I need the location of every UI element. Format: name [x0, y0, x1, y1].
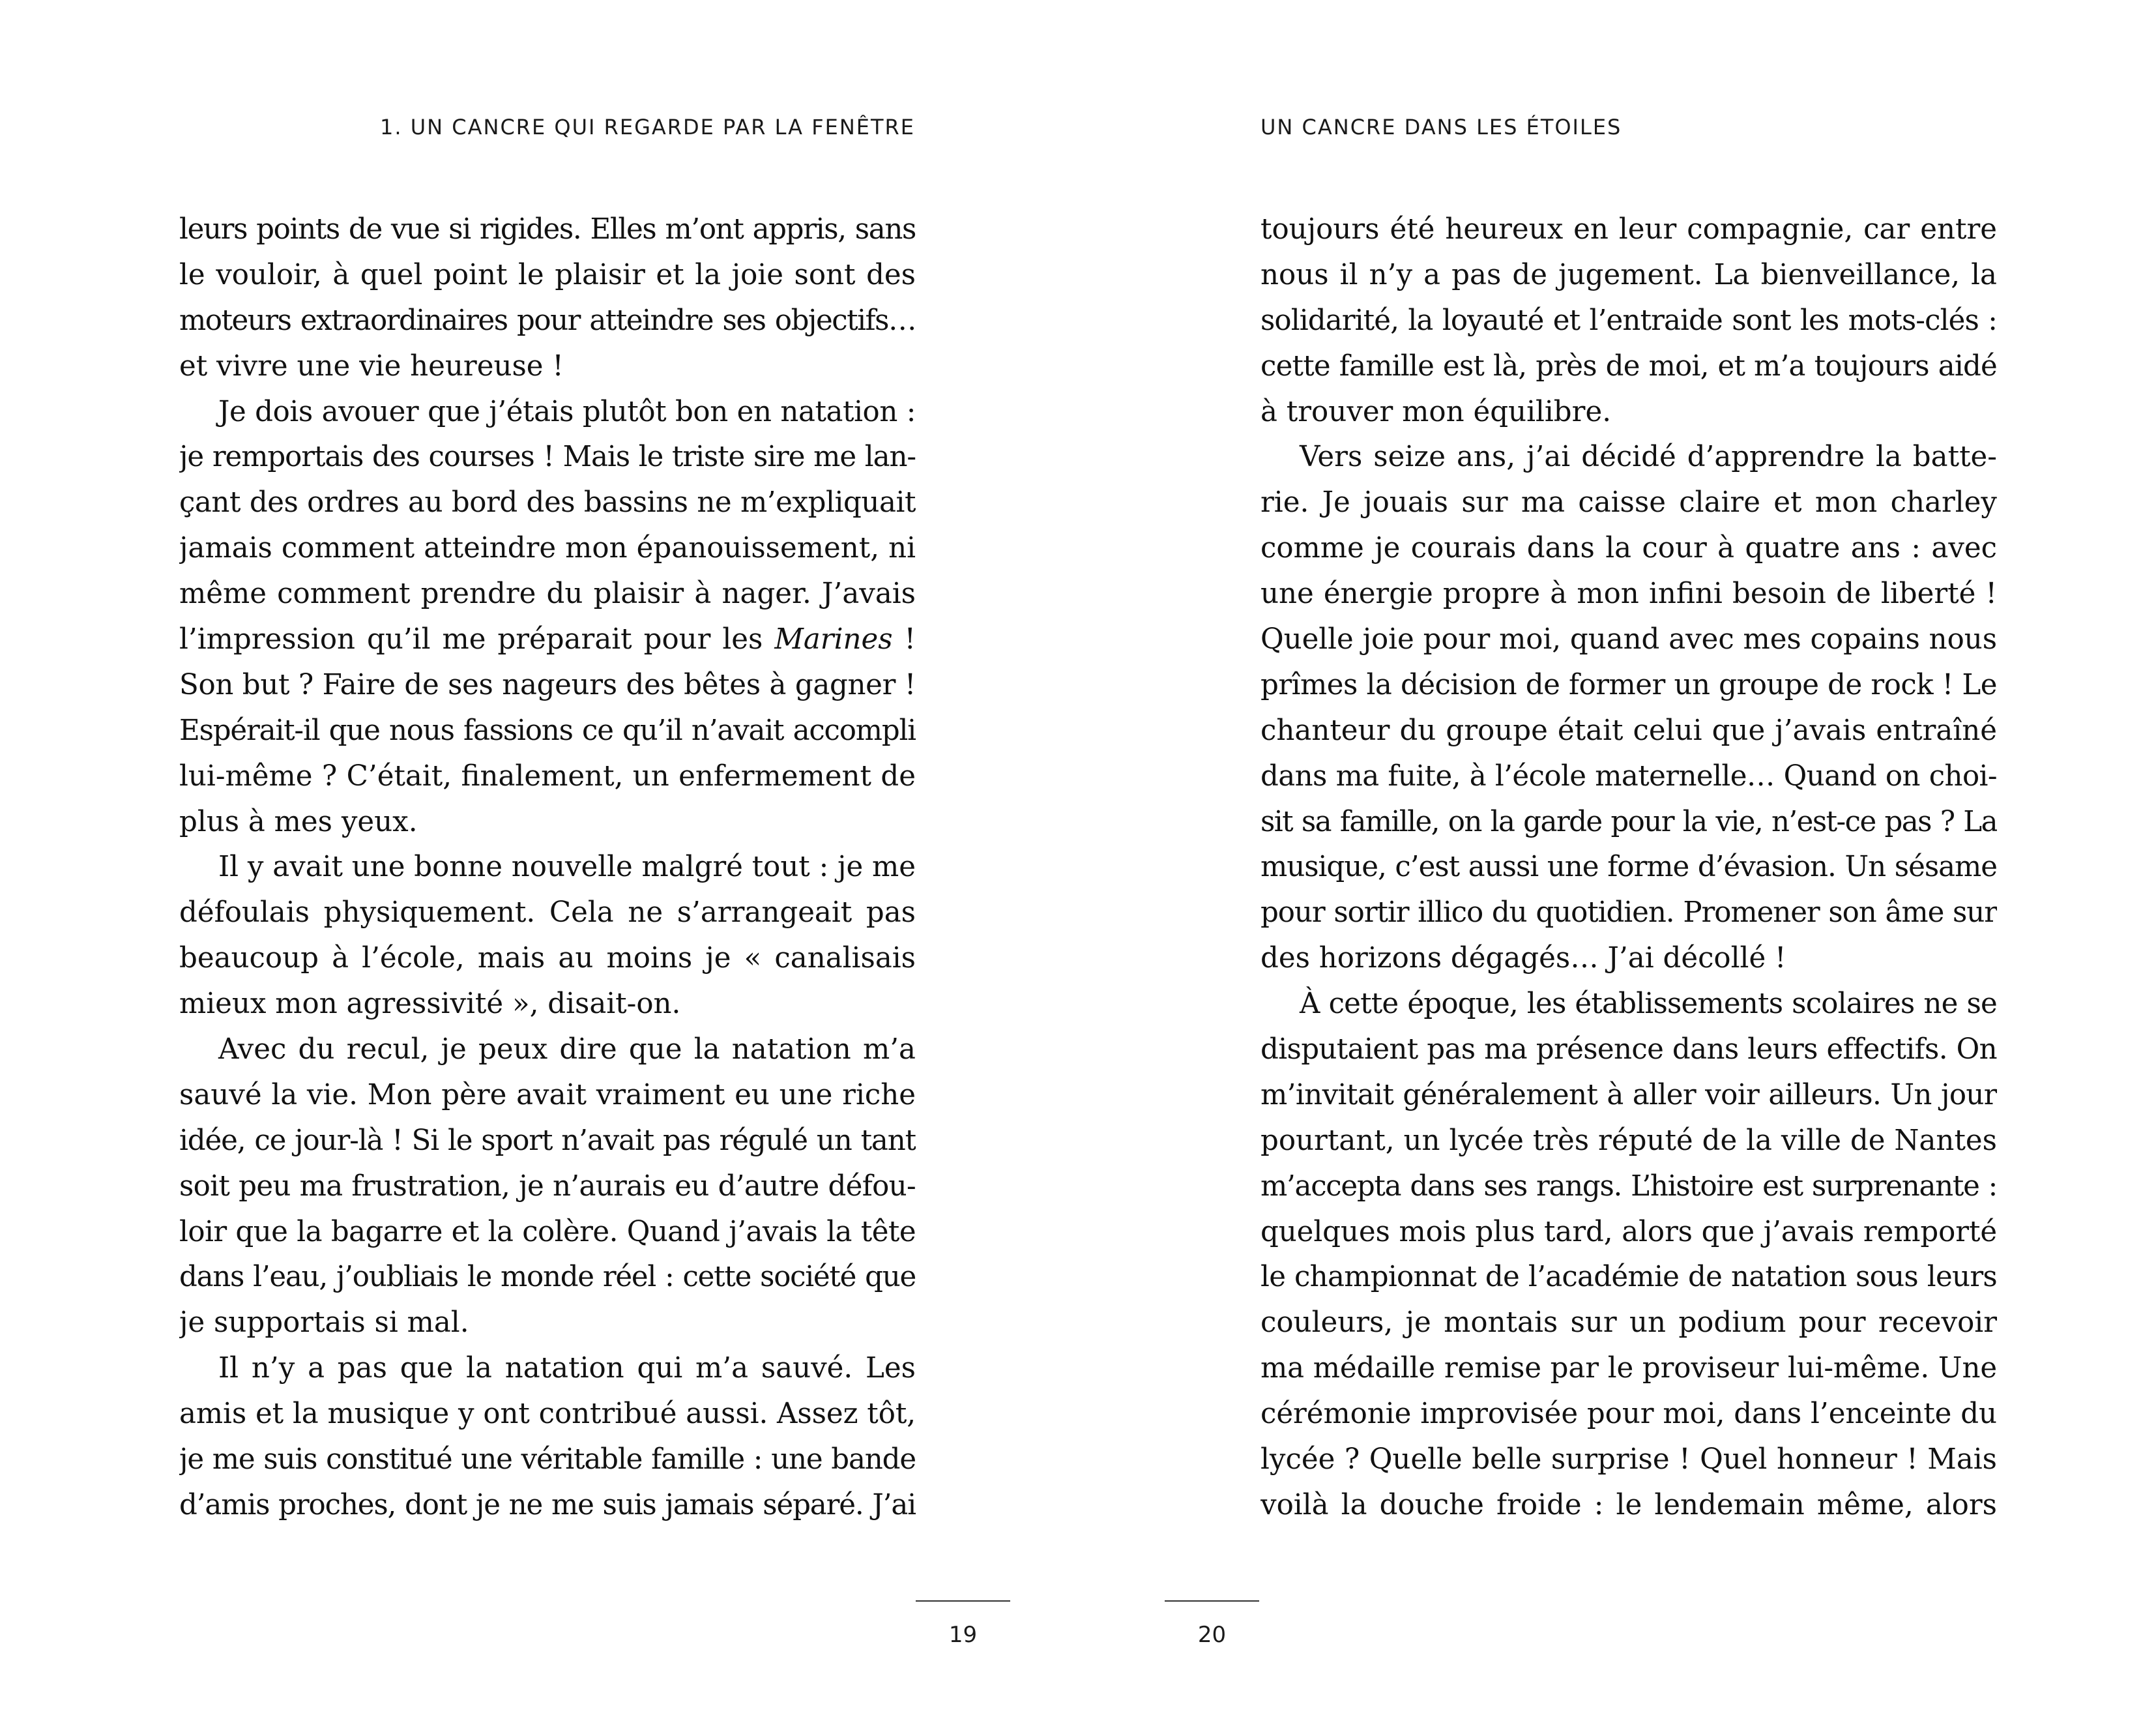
text-line: Son but ? Faire de ses nageurs des bêtes à gagner ! — [179, 668, 916, 701]
text-line: idée, ce jour-là ! Si le sport n’avait pas régulé un tant — [179, 1124, 916, 1157]
text-line: dans l’eau, j’oubliais le monde réel : cette société que — [179, 1261, 916, 1294]
text-line: même comment prendre du plaisir à nager. J’avais — [179, 578, 916, 611]
text-line: défoulais physiquement. Cela ne s’arrangeait pas — [179, 896, 916, 930]
text-line: mieux mon agressivité », disait-on. — [179, 988, 681, 1021]
page-number: 20 — [1197, 1622, 1227, 1648]
folio-rule — [1165, 1600, 1259, 1602]
text-line: loir que la bagarre et la colère. Quand j’avais la tête — [179, 1215, 916, 1248]
text-line: m’accepta dans ses rangs. L’histoire est surprenante : — [1260, 1169, 1997, 1203]
text-line: quelques mois plus tard, alors que j’avais remporté — [1260, 1215, 1997, 1248]
folio-rule — [916, 1600, 1010, 1602]
text-line: çant des ordres au bord des bassins ne m’expliquait — [179, 486, 916, 520]
text-line: prîmes la décision de former un groupe de rock ! Le — [1260, 668, 1997, 701]
text-line: une énergie propre à mon infini besoin de liberté ! — [1260, 578, 1997, 611]
text-line: lycée ? Quelle belle surprise ! Quel honneur ! Mais — [1260, 1443, 1997, 1476]
text-segment: ! — [892, 623, 916, 656]
right-page — [1078, 0, 2156, 1732]
text-line: je supportais si mal. — [179, 1306, 469, 1340]
text-line: dans ma fuite, à l’école maternelle… Quand on choi- — [1260, 759, 1997, 793]
text-line: à trouver mon équilibre. — [1260, 395, 1612, 428]
text-line: sauvé la vie. Mon père avait vraiment eu une riche — [179, 1078, 916, 1111]
text-line: Espérait-il que nous fassions ce qu’il n’avait accompli — [179, 714, 916, 747]
text-line: m’invitait généralement à aller voir ailleurs. Un jour — [1260, 1078, 1997, 1111]
page-number: 19 — [948, 1622, 978, 1648]
text-line: comme je courais dans la cour à quatre ans : avec — [1260, 532, 1997, 565]
text-line: Il y avait une bonne nouvelle malgré tout : je me — [218, 851, 916, 884]
text-line: musique, c’est aussi une forme d’évasion. Un sésame — [1260, 851, 1997, 884]
text-line: je me suis constitué une véritable famille : une bande — [179, 1443, 916, 1476]
text-line: et vivre une vie heureuse ! — [179, 349, 564, 383]
running-head: UN CANCRE DANS LES ÉTOILES — [1260, 115, 1622, 139]
body-text — [1260, 207, 1997, 1529]
text-line: moteurs extraordinaires pour atteindre ses objectifs… — [179, 304, 916, 337]
text-line: cérémonie improvisée pour moi, dans l’enceinte du — [1260, 1398, 1997, 1431]
text-line: chanteur du groupe était celui que j’avais entraîné — [1260, 714, 1997, 747]
text-line: Vers seize ans, j’ai décidé d’apprendre la batte- — [1300, 441, 1997, 474]
text-line: pour sortir illico du quotidien. Promener son âme sur — [1260, 896, 1997, 930]
text-line: le championnat de l’académie de natation sous leurs — [1260, 1261, 1997, 1294]
text-line: sit sa famille, on la garde pour la vie, n’est-ce pas ? La — [1260, 805, 1997, 838]
text-line: À cette époque, les établissements scolaires ne se — [1300, 988, 1997, 1021]
text-line: Quelle joie pour moi, quand avec mes copains nous — [1260, 623, 1997, 656]
text-line: solidarité, la loyauté et l’entraide sont les mots-clés : — [1260, 304, 1997, 337]
text-line: couleurs, je montais sur un podium pour recevoir — [1260, 1306, 1997, 1340]
text-line: disputaient pas ma présence dans leurs effectifs. On — [1260, 1033, 1997, 1066]
text-line: des horizons dégagés… J’ai décollé ! — [1260, 942, 1786, 975]
text-line: toujours été heureux en leur compagnie, car entre — [1260, 213, 1997, 246]
text-line: pourtant, un lycée très réputé de la ville de Nantes — [1260, 1124, 1997, 1157]
text-line: leurs points de vue si rigides. Elles m’ont appris, sans — [179, 213, 916, 246]
running-head: 1. UN CANCRE QUI REGARDE PAR LA FENÊTRE — [380, 115, 915, 139]
text-line: d’amis proches, dont je ne me suis jamais séparé. J’ai — [179, 1488, 916, 1521]
text-line-marines — [179, 617, 916, 663]
text-line: je remportais des courses ! Mais le triste sire me lan- — [179, 441, 916, 474]
text-line: jamais comment atteindre mon épanouissement, ni — [179, 532, 916, 565]
text-line: le vouloir, à quel point le plaisir et la joie sont des — [179, 258, 916, 291]
text-line: voilà la douche froide : le lendemain même, alors — [1260, 1488, 1997, 1521]
text-line: beaucoup à l’école, mais au moins je « canalisais — [179, 942, 916, 975]
text-line: cette famille est là, près de moi, et m’a toujours aidé — [1260, 349, 1997, 383]
italic-word: Marines — [774, 623, 893, 656]
text-line: Il n’y a pas que la natation qui m’a sauvé. Les — [218, 1352, 916, 1385]
body-text — [179, 207, 916, 1529]
text-line: nous il n’y a pas de jugement. La bienveillance, la — [1260, 258, 1997, 291]
text-line: soit peu ma frustration, je n’aurais eu d’autre défou- — [179, 1169, 916, 1203]
text-line: Je dois avouer que j’étais plutôt bon en natation : — [218, 395, 916, 428]
text-line: Avec du recul, je peux dire que la natation m’a — [218, 1033, 916, 1066]
text-line: plus à mes yeux. — [179, 805, 418, 838]
text-line: amis et la musique y ont contribué aussi. Assez tôt, — [179, 1398, 916, 1431]
text-line: ma médaille remise par le proviseur lui-même. Une — [1260, 1352, 1997, 1385]
text-line: rie. Je jouais sur ma caisse claire et mon charley — [1260, 486, 1997, 520]
text-segment: l’impression qu’il me préparait pour les — [179, 623, 775, 656]
text-line: lui-même ? C’était, finalement, un enfermement de — [179, 759, 916, 793]
